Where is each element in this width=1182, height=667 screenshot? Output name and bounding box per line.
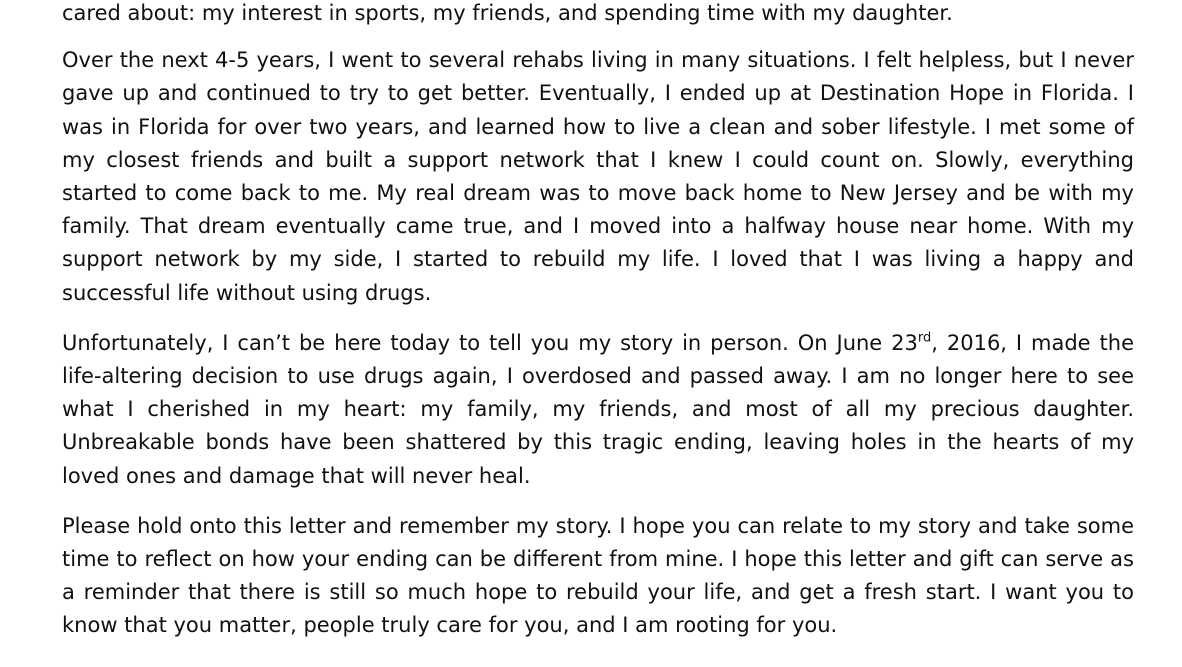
paragraph-recovery: Over the next 4-5 years, I went to several rehabs living in many situations. I felt helpless, but I never gave up and continued to try to get better. Eventually, I ended up at Destination Hope in Florida. I was in Florida for over two years, and learned how to live a clean and sober lifestyle. I met some of my closest friends and built a support network that I knew I could count on. Slowly, everything started to come back to me. My real dream was to move back home to New Jersey and be with my family. That dream eventually came true, and I moved into a halfway house near home. With my support network by my side, I started to rebuild my life. I loved that I was living a happy and successful life without using drugs. xyxy=(62,48,1134,305)
overdose-text-start: Unfortunately, I can’t be here today to tell you my story in person. On June 23 xyxy=(62,330,918,355)
paragraph-interests: cared about: my interest in sports, my friends, and spending time with my daughter. xyxy=(62,1,953,25)
date-ordinal-suffix: rd xyxy=(917,330,932,346)
overdose-text-end: , 2016, I made the life-altering decision to use drugs again, I overdosed and passed away. I am no longer here to see what I cherished in my heart: my family, my friends, and most of all my precious daughter. Unbreakable bonds have been shattered by this tragic ending, leaving holes in the hearts of my loved ones and damage that will never heal. xyxy=(62,330,1134,488)
paragraph-overdose xyxy=(62,327,1134,493)
letter-body xyxy=(62,0,1134,643)
paragraph-closing: Please hold onto this letter and remember my story. I hope you can relate to my story and take some time to reflect on how your ending can be different from mine. I hope this letter and gift can serve as a reminder that there is still so much hope to rebuild your life, and get a fresh start. I want you to know that you matter, people truly care for you, and I am rooting for you. xyxy=(62,513,1134,638)
